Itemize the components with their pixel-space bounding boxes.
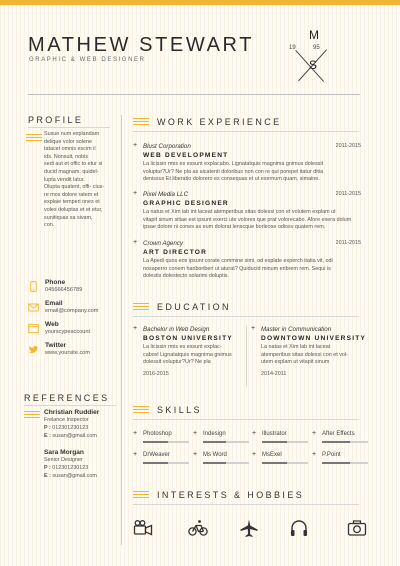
experience-description-line: La licissin rmis es essunt explacabo. Lignatatquis magnima gnimus dolessit xyxy=(143,161,324,167)
reference-role: Senior Designer xyxy=(44,457,83,464)
bullet-plus-icon: + xyxy=(193,430,198,437)
bullet-plus-icon: + xyxy=(133,430,138,437)
education-item xyxy=(251,325,367,377)
experience-description-line: vitapit sinum sitiae est ipsunt exerci ute volores que prat volorecabo. Afore exera dolum xyxy=(143,216,352,223)
profile-text xyxy=(44,131,118,230)
degree-name: Bachelor in Web Design xyxy=(143,326,210,333)
profile-line: lupta vendit latur. xyxy=(44,176,85,183)
school-name: BOSTON UNIVERSITY xyxy=(143,335,233,342)
menu-lines-icon xyxy=(133,303,149,311)
skill-item xyxy=(193,452,253,464)
company-name: Pixel Media LLC xyxy=(143,191,189,198)
menu-lines-icon xyxy=(133,118,149,126)
interests-heading-line xyxy=(133,504,359,505)
contact-item xyxy=(28,279,120,300)
bullet-plus-icon: + xyxy=(133,239,138,246)
skill-name: Indesign xyxy=(203,431,226,437)
bullet-plus-icon: + xyxy=(251,325,256,332)
experience-date: 2011-2015 xyxy=(335,191,361,197)
monogram-letter-m: M xyxy=(309,28,319,42)
reference-email-label: E : xyxy=(44,472,51,479)
skill-level-bar xyxy=(262,441,308,443)
skill-name: Photoshop xyxy=(143,431,172,437)
contact-list xyxy=(28,279,120,363)
education-description-line: dolessit voluptur?Ur? Ne pla xyxy=(143,359,211,366)
skill-item xyxy=(133,431,193,443)
camera-icon xyxy=(347,518,367,538)
skill-level-fill xyxy=(143,462,168,464)
education-description-line: atemperibus sitas dolessi con et vol- xyxy=(261,351,348,358)
bullet-plus-icon: + xyxy=(133,325,138,332)
profile-line: voles doluptas et et etur, xyxy=(44,206,103,213)
contact-value[interactable]: www.yoursite.com xyxy=(45,350,91,356)
experience-description-line: dolestis dolestecto solarimi doluptis. xyxy=(143,273,229,280)
reference-phone xyxy=(44,465,124,473)
profile-line: delique volor solene xyxy=(44,138,92,145)
skill-name: Ms Word xyxy=(203,452,227,458)
profile-line: ids. Nonsuit, nobis xyxy=(44,153,89,160)
contact-label: Email xyxy=(45,300,63,307)
reference-phone-label: P : xyxy=(44,424,51,431)
bullet-plus-icon: + xyxy=(193,451,198,458)
company-name: Blust Corporation xyxy=(143,143,191,150)
references-heading: REFERENCES xyxy=(24,393,110,403)
experience-description-line: ipsae dolore ni cones as eum dolorat lenscque borleose odiosv quatem rem. xyxy=(143,224,326,231)
skill-name: P.Point xyxy=(322,452,341,458)
company-name: Crown Agency xyxy=(143,240,184,247)
education-description-line: La licissin rmis es essunt explac- xyxy=(143,344,222,350)
profile-line: sunitiquas sa sivam, xyxy=(44,214,93,221)
contact-item xyxy=(28,321,120,342)
education-years: 2016-2015 xyxy=(143,370,169,377)
skill-item xyxy=(252,452,312,464)
reference-phone xyxy=(44,425,124,433)
education-item xyxy=(133,326,243,377)
experience-date: 2011-2015 xyxy=(335,143,361,149)
skill-level-bar xyxy=(262,462,308,464)
profile-line: explaie temperi ones et xyxy=(44,199,100,206)
work-experience-heading: WORK EXPERIENCE xyxy=(157,117,282,127)
contact-item xyxy=(28,342,120,363)
reference-item xyxy=(44,449,124,480)
monogram-number-right: 95 xyxy=(313,45,320,51)
skill-level-fill xyxy=(203,441,226,443)
bullet-plus-icon: + xyxy=(133,142,138,149)
experience-date: 2011-2015 xyxy=(335,240,361,246)
web-icon xyxy=(28,321,39,332)
reference-email xyxy=(44,433,124,441)
skill-item xyxy=(193,431,253,443)
skill-level-bar xyxy=(322,441,368,443)
contact-label: Phone xyxy=(45,279,66,286)
experience-item xyxy=(133,143,361,184)
reference-email-value[interactable]: susan@gmail.com xyxy=(52,432,97,439)
bullet-plus-icon: + xyxy=(252,451,257,458)
school-name: DOWNTOWN UNIVERSITY xyxy=(261,335,367,342)
skills-heading-line xyxy=(133,419,359,420)
skill-level-bar xyxy=(203,441,249,443)
reference-phone-value: 012301230123 xyxy=(52,465,89,472)
menu-lines-icon xyxy=(133,491,149,499)
column-divider xyxy=(121,115,122,545)
profile-line: sedi aut et offic to etur si xyxy=(44,161,103,168)
profile-line: tatacet omnis escim il xyxy=(44,146,96,153)
experience-description-line: La Apedi quos eos ipsunt corate commine simi, od explate experch itatia vit, odi xyxy=(143,258,333,264)
skill-level-bar xyxy=(143,462,189,464)
video-camera-icon xyxy=(133,518,153,538)
experience-description-line: voluptur?Ur? Ne pla as aicatenti doloribus non con re qui porepel itatur ditia xyxy=(143,168,324,175)
contact-value[interactable]: email@company.com xyxy=(45,308,99,314)
references-heading-line xyxy=(24,405,116,406)
monogram-letter-s: S xyxy=(309,58,318,72)
profile-line: Olupta quatent, offi- cius- xyxy=(44,184,105,191)
skill-level-fill xyxy=(322,441,350,443)
reference-phone-label: P : xyxy=(44,465,51,472)
contact-value[interactable]: yourscypeaccount xyxy=(45,329,91,335)
reference-item xyxy=(44,409,124,440)
twitter-icon xyxy=(28,342,39,353)
bullet-plus-icon: + xyxy=(133,190,138,197)
skill-name: MsExel xyxy=(262,452,282,458)
phone-icon xyxy=(28,279,39,290)
menu-lines-icon xyxy=(133,406,149,414)
skill-level-fill xyxy=(203,462,226,464)
job-role: WEB DEVELOPMENT xyxy=(143,152,229,159)
page-title: MATHEW STEWART xyxy=(28,34,255,56)
education-divider xyxy=(246,326,247,386)
experience-item xyxy=(133,191,361,232)
skill-name: Illustrator xyxy=(262,431,287,437)
profile-line: re mos dolore ratem et xyxy=(44,191,99,198)
menu-lines-icon xyxy=(24,411,40,419)
bullet-plus-icon: + xyxy=(252,430,257,437)
bicycle-icon xyxy=(188,518,208,538)
skill-item xyxy=(133,452,193,464)
education-description-line: cabovl Lignatatquis magnima gnimus xyxy=(143,351,232,358)
skill-name: DrWeaver xyxy=(143,452,170,458)
mail-icon xyxy=(28,300,39,311)
job-role: ART DIRECTOR xyxy=(143,249,208,256)
profile-heading: PROFILE xyxy=(28,115,84,125)
menu-lines-icon xyxy=(26,134,42,142)
monogram-number-left: 19 xyxy=(289,45,296,51)
education-description-line: La natas et Xim lab int laceat xyxy=(261,344,331,350)
reference-email-label: E : xyxy=(44,432,51,439)
skill-item xyxy=(312,452,372,464)
job-role: GRAPHIC DESIGNER xyxy=(143,200,229,207)
skill-name: After Effects xyxy=(322,431,355,437)
reference-name: Sara Morgan xyxy=(44,449,84,457)
skills-heading: SKILLS xyxy=(157,405,202,415)
airplane-icon xyxy=(239,518,259,538)
reference-name: Christian Ruddier xyxy=(44,409,100,416)
skill-level-bar xyxy=(322,462,368,464)
profile-heading-line xyxy=(28,127,110,128)
education-heading-line xyxy=(133,316,359,317)
experience-item xyxy=(133,240,361,281)
work-experience-heading-line xyxy=(133,131,359,132)
main-column xyxy=(133,0,367,566)
skill-level-fill xyxy=(262,441,287,443)
references-list xyxy=(44,409,124,490)
contact-label: Web xyxy=(45,321,59,328)
headphones-icon xyxy=(289,518,309,538)
skill-item xyxy=(312,431,372,443)
skill-level-fill xyxy=(262,462,287,464)
profile-line: Susue num explandam xyxy=(44,131,100,137)
education-description-line: utem explam ut vitapit sinum xyxy=(261,359,330,366)
skill-level-fill xyxy=(143,441,168,443)
skill-level-fill xyxy=(322,462,350,464)
profile-line: ducid magnam. quidel- xyxy=(44,168,99,175)
interests-heading: INTERESTS & HOBBIES xyxy=(157,490,305,500)
contact-item xyxy=(28,300,120,321)
skill-item xyxy=(252,431,312,443)
reference-role: Frelance Inspector xyxy=(44,417,89,423)
skill-level-bar xyxy=(143,441,189,443)
reference-phone-value: 012301230123 xyxy=(52,424,89,431)
reference-email-value[interactable]: susan@gmail.com xyxy=(52,472,97,479)
job-title: GRAPHIC & WEB DESIGNER xyxy=(29,57,146,63)
contact-value[interactable]: 045666456789 xyxy=(45,287,83,293)
bullet-plus-icon: + xyxy=(312,430,317,437)
education-years: 2014-2011 xyxy=(261,370,287,377)
experience-description-line: La natus et Xim lab int laceat atemperibus sitas dolessi con et volutem explam ut xyxy=(143,209,336,215)
experience-description-line: denissus Et liberatio dolorero es consequas et ut exernum quam, simaine. xyxy=(143,176,320,183)
reference-email xyxy=(44,473,124,481)
education-heading: EDUCATION xyxy=(157,302,231,312)
profile-line: con. xyxy=(44,222,55,229)
contact-label: Twitter xyxy=(45,342,67,349)
degree-name: Master in Communication xyxy=(261,326,332,333)
experience-description-line: nosaperro conem hariboriberi ut aturat? Quiducid minum eribrem rem. Sequi is xyxy=(143,265,331,272)
bullet-plus-icon: + xyxy=(312,451,317,458)
skill-level-bar xyxy=(203,462,249,464)
bullet-plus-icon: + xyxy=(133,451,138,458)
